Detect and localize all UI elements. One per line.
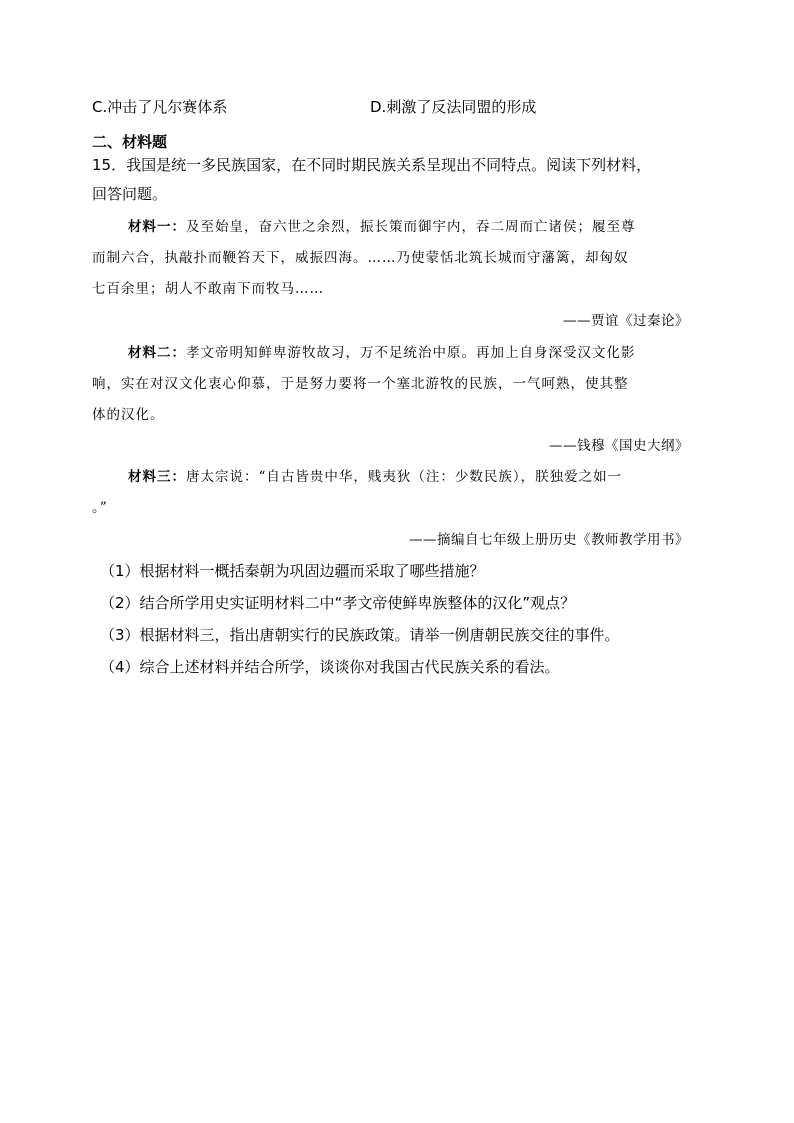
- subquestion-4: （4）综合上述材料并结合所学，谈谈你对我国古代民族关系的看法。: [100, 658, 560, 676]
- material3-text-1: 唐太宗说：“自古皆贵中华，贱夷狄（注：少数民族），朕独爱之如一: [186, 469, 623, 485]
- material2-line-1: [128, 343, 636, 363]
- material2-source: ——钱穆《国史大纲》: [549, 438, 689, 454]
- material1-line-2: 而制六合，执敲扑而鞭笞天下，威振四海。……乃使蒙恬北筑长城而守藩篱，却匈奴: [92, 250, 629, 266]
- material1-line-3: 七百余里；胡人不敢南下而牧马……: [92, 281, 324, 297]
- material1-text-1: 及至始皇，奋六世之余烈，振长策而御宇内，吞二周而亡诸侯；履至尊: [186, 219, 636, 235]
- material3-label: 材料三：: [128, 469, 186, 485]
- material3-source: ——摘编自七年级上册历史《教师教学用书》: [409, 532, 689, 548]
- material3-line-1: [128, 467, 622, 487]
- material2-line-2: 响，实在对汉文化衷心仰慕，于是努力要将一个塞北游牧的民族，一气呵熟，使其整: [92, 376, 629, 392]
- section-title: 二、材料题: [92, 133, 168, 151]
- subquestion-3: （3）根据材料三，指出唐朝实行的民族政策。请举一例唐朝民族交往的事件。: [100, 626, 620, 644]
- material1-line-1: [128, 217, 636, 237]
- option-c: C.冲击了凡尔赛体系: [92, 98, 228, 116]
- question-line-1: 15．我国是统一多民族国家，在不同时期民族关系呈现出不同特点。阅读下列材料，: [92, 156, 652, 174]
- material1-source: ——贾谊《过秦论》: [563, 313, 689, 329]
- material1-label: 材料一：: [128, 219, 186, 235]
- subquestion-1: （1）根据材料一概括秦朝为巩固边疆而采取了哪些措施？: [100, 562, 485, 580]
- material2-text-1: 孝文帝明知鲜卑游牧故习，万不足统治中原。再加上自身深受汉文化影: [186, 345, 636, 361]
- question-line-2: 回答问题。: [92, 185, 168, 203]
- option-d: D.刺激了反法同盟的形成: [370, 98, 537, 116]
- material2-label: 材料二：: [128, 345, 186, 361]
- material3-line-2: 。”: [92, 500, 108, 516]
- subquestion-2: （2）结合所学用史实证明材料二中“孝文帝使鲜卑族整体的汉化”观点？: [100, 594, 576, 612]
- material2-line-3: 体的汉化。: [92, 407, 165, 423]
